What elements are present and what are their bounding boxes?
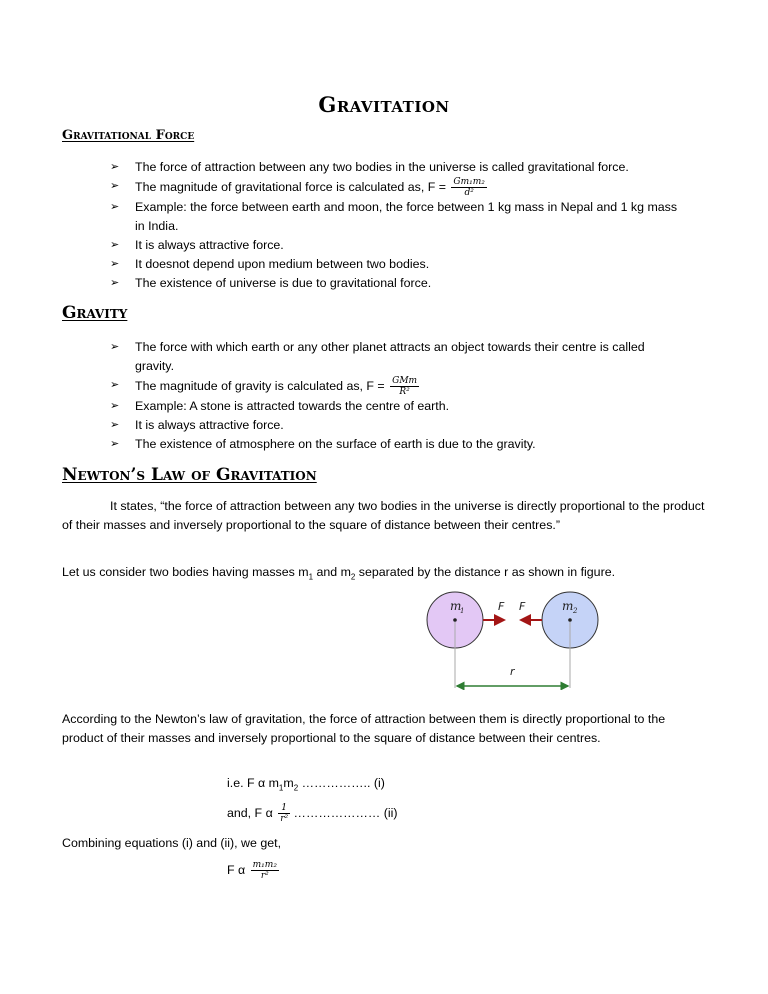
two-masses-figure — [420, 590, 620, 695]
heading-gravitational-force: Gravitational Force — [62, 128, 195, 143]
arrow-bullet-icon: ➢ — [110, 277, 120, 289]
list-item: ➢ The existence of atmosphere on the surface of earth is due to the gravity. — [110, 435, 680, 454]
arrow-bullet-icon: ➢ — [110, 239, 120, 251]
list-item: ➢ The magnitude of gravity is calculated as, F = $\frac{\text{GMm}}{\text{R²}}$ — [110, 376, 418, 397]
consider-text: Let us consider two bodies having masses $m_1$ and $m_2$ separated by the distance r as shown in figure. — [62, 565, 616, 582]
arrow-bullet-icon: ➢ — [110, 400, 120, 412]
heading-gravity: Gravity — [62, 303, 128, 323]
list-item: ➢ The magnitude of gravitational force is calculated as, F = $\frac{\text{Gm₁m₂}}{\text{d²}}$ — [110, 177, 485, 198]
list-item: ➢ The force of attraction between any two bodies in the universe is called gravitational force. — [110, 158, 680, 177]
arrow-bullet-icon: ➢ — [110, 201, 120, 213]
arrow-bullet-icon: ➢ — [110, 419, 120, 431]
arrow-bullet-icon: ➢ — [110, 180, 120, 192]
svg-text:m: m — [562, 599, 574, 613]
list-item: ➢ It is always attractive force. — [110, 236, 680, 255]
list-item: ➢ It doesnot depend upon medium between two bodies. — [110, 255, 680, 274]
arrow-bullet-icon: ➢ — [110, 438, 120, 450]
svg-text:r: r — [510, 665, 515, 678]
svg-text:m: m — [450, 599, 462, 613]
list-item: ➢ It is always attractive force. — [110, 416, 680, 435]
law-statement: It states, “the force of attraction between any two bodies in the universe is directly proportional to the product of their masses and inversely proportional to the square of distance between their centres.” — [62, 499, 705, 532]
arrow-bullet-icon: ➢ — [110, 379, 120, 391]
equation-2: and, F α $\frac{1}{\text{r²}}$ ………………… (ii) — [227, 803, 398, 824]
equation-3: F α $\frac{\text{m₁m₂}}{\text{r²}}$ — [227, 860, 277, 881]
according-text: According to the Newton’s law of gravitation, the force of attraction between them is directly proportional to the product of their masses and inversely proportional to the square of distance between their centres. — [62, 712, 666, 745]
svg-text:F: F — [498, 600, 505, 613]
arrow-bullet-icon: ➢ — [110, 341, 120, 353]
list-item: ➢ The force with which earth or any other planet attracts an object towards their centre is called gravity. — [110, 340, 645, 373]
arrow-bullet-icon: ➢ — [110, 161, 120, 173]
formula-gravitational-force: $\frac{\text{Gm₁m₂}}{\text{d²}}$ — [453, 177, 485, 198]
equation-1: i.e. F α $m_1m_2$ …………….. (i) — [227, 776, 385, 793]
force-diagram — [420, 590, 620, 690]
list-item: ➢ The existence of universe is due to gravitational force. — [110, 274, 680, 293]
formula-gravity: $\frac{\text{GMm}}{\text{R²}}$ — [392, 376, 418, 397]
combining-text: Combining equations (i) and (ii), we get, — [62, 836, 282, 850]
gravitational-force-list — [110, 158, 680, 293]
arrow-bullet-icon: ➢ — [110, 258, 120, 270]
heading-newtons-law: Newton’s Law of Gravitation — [62, 465, 317, 485]
svg-text:F: F — [519, 600, 526, 613]
page-title: Gravitation — [318, 92, 450, 117]
list-item: ➢ Example: A stone is attracted towards the centre of earth. — [110, 397, 680, 416]
svg-text:1: 1 — [460, 607, 465, 615]
svg-text:2: 2 — [573, 607, 578, 615]
list-item: ➢ Example: the force between earth and moon, the force between 1 kg mass in Nepal and 1 kg mass in India. — [110, 200, 678, 233]
gravity-list — [110, 338, 680, 454]
